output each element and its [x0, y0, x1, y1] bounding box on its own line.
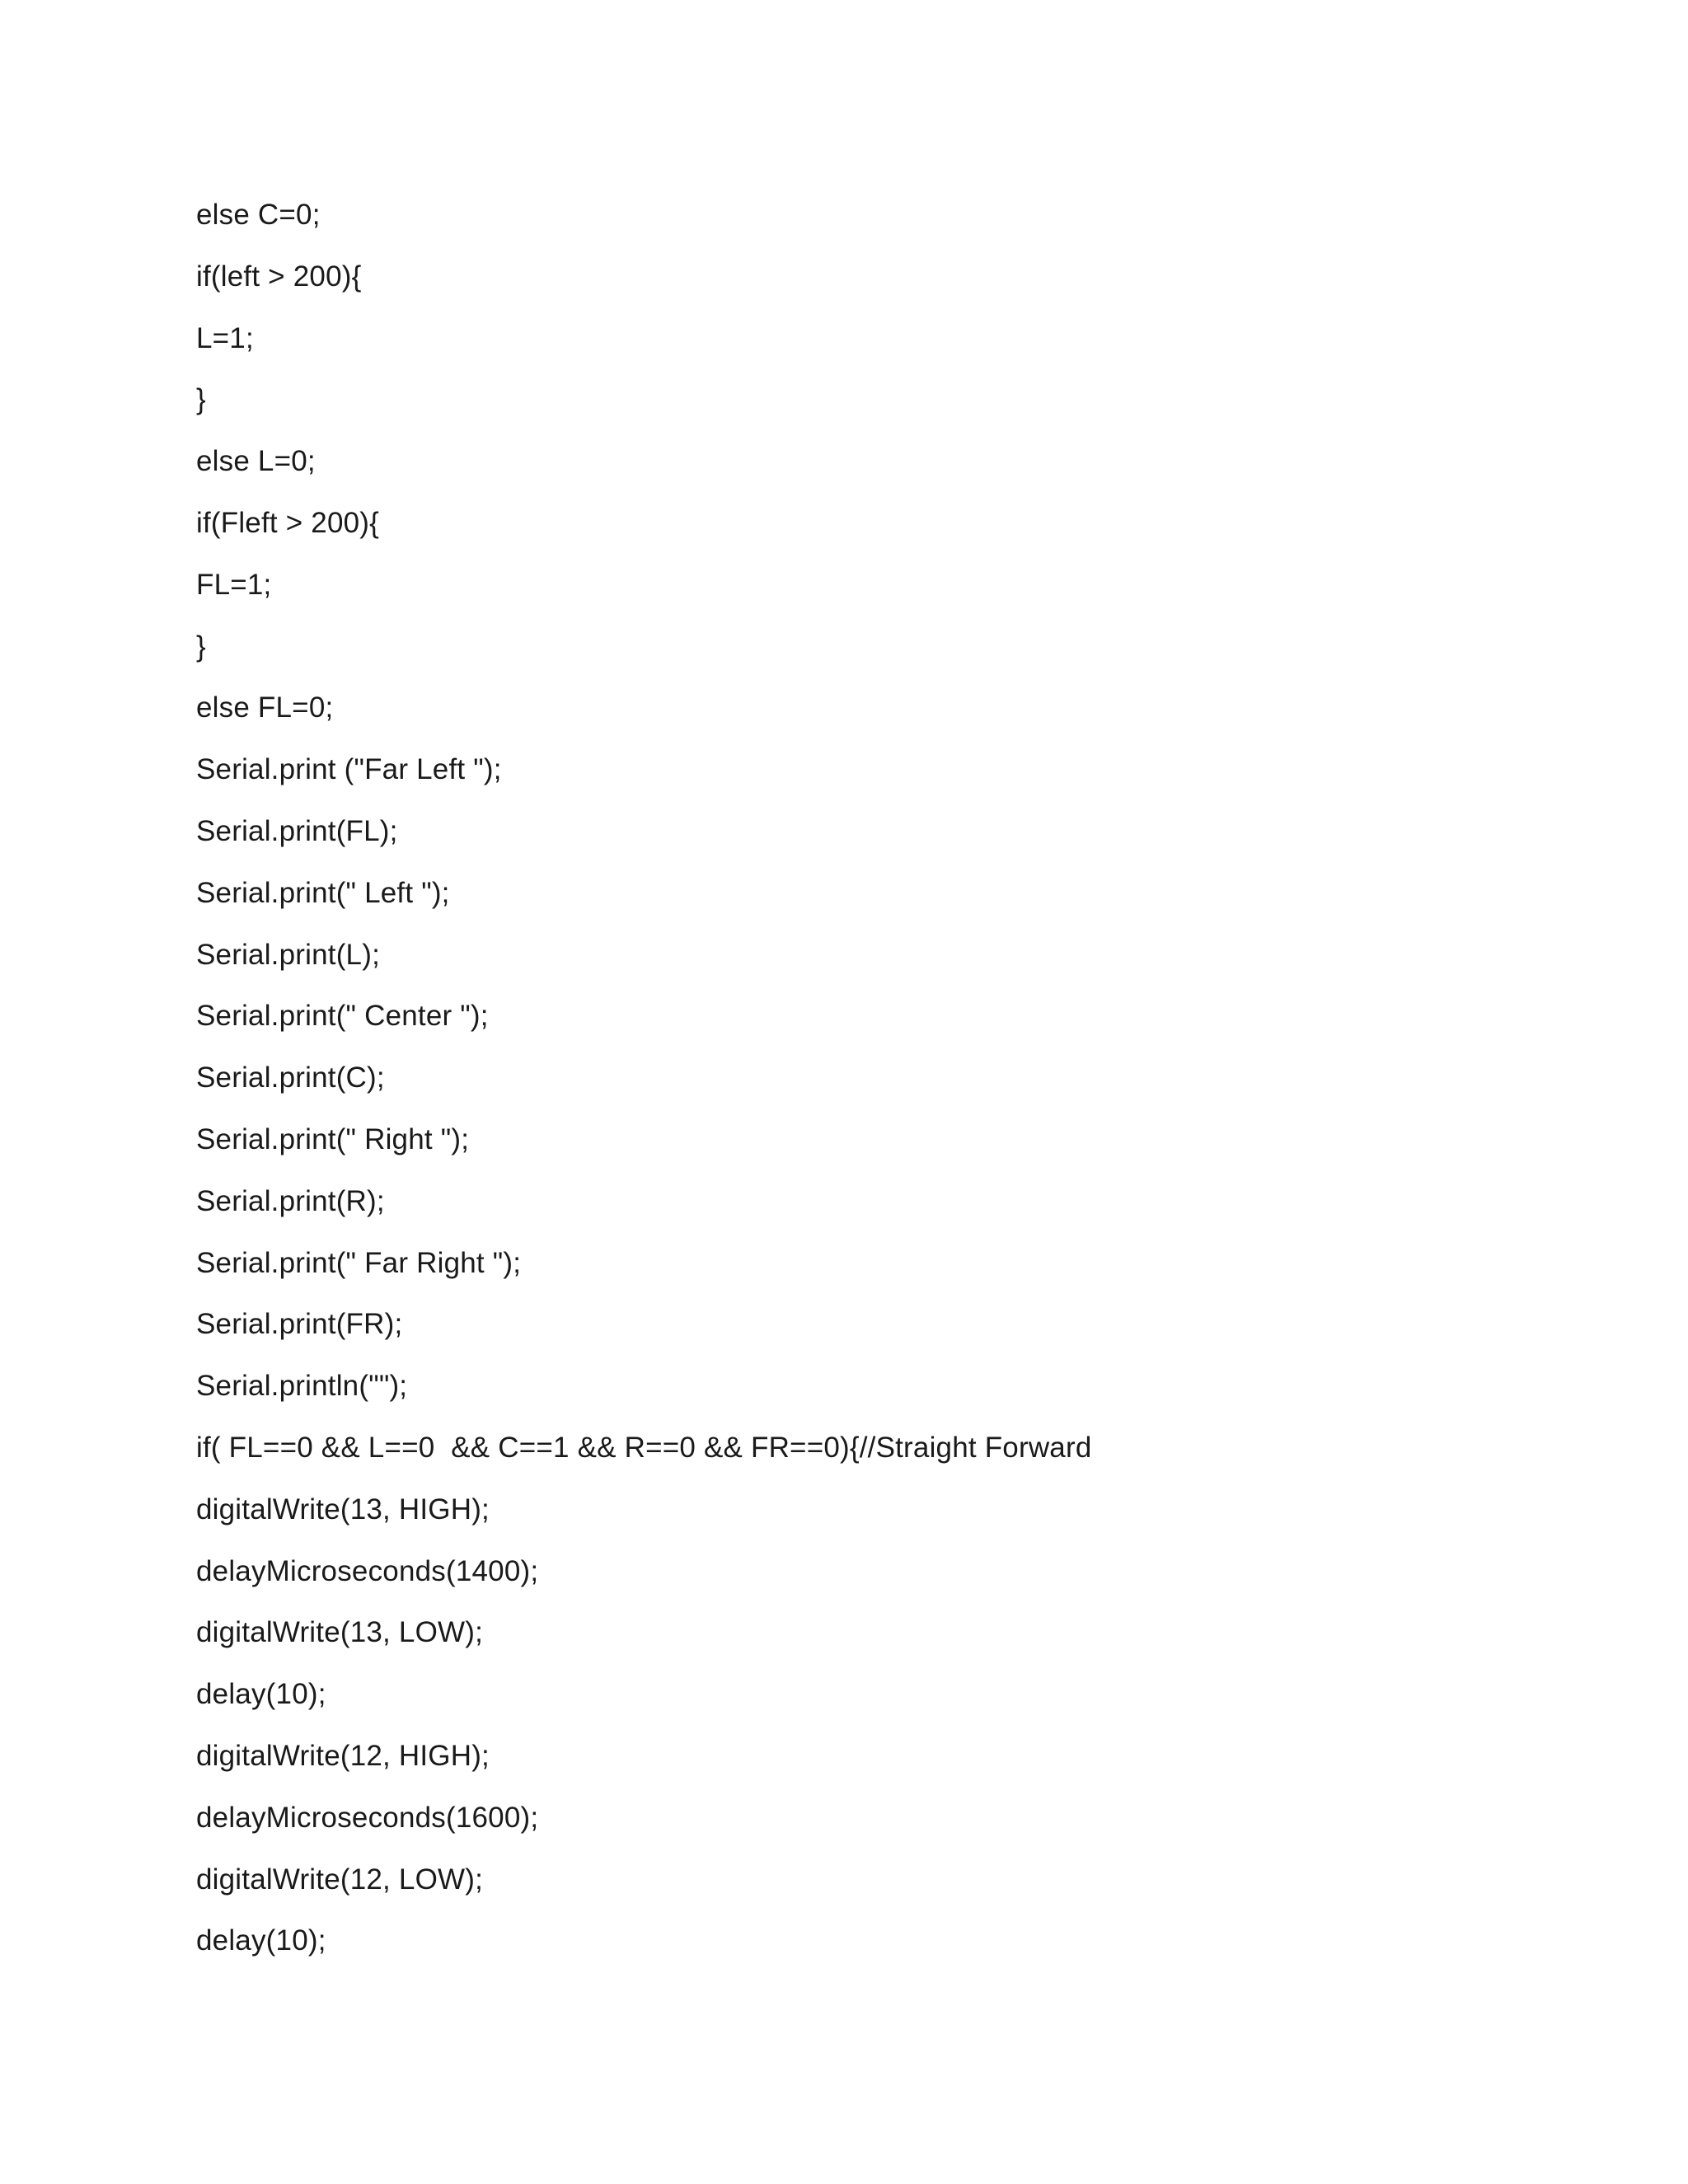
code-line: if(left > 200){: [196, 260, 362, 293]
code-line: Serial.print ("Far Left ");: [196, 753, 502, 786]
code-line: }: [196, 630, 206, 663]
code-line: else L=0;: [196, 445, 316, 478]
code-line: else C=0;: [196, 199, 321, 231]
code-line: Serial.print(" Center ");: [196, 1000, 489, 1033]
code-line: Serial.print(L);: [196, 938, 380, 971]
code-line: if(Fleft > 200){: [196, 506, 380, 539]
code-listing: [196, 194, 1092, 1982]
code-line: digitalWrite(13, HIGH);: [196, 1493, 490, 1526]
code-line: }: [196, 383, 206, 416]
code-line: L=1;: [196, 321, 254, 354]
code-line: digitalWrite(12, LOW);: [196, 1863, 484, 1896]
code-line: Serial.print(" Far Right ");: [196, 1246, 522, 1279]
code-line: if( FL==0 && L==0 && C==1 && R==0 && FR==0){//Straight Forward: [196, 1431, 1092, 1464]
code-line: Serial.print(" Left ");: [196, 876, 450, 909]
code-line: else FL=0;: [196, 691, 334, 724]
code-line: Serial.print(FL);: [196, 814, 398, 847]
code-line: Serial.print(R);: [196, 1184, 385, 1217]
code-line: delay(10);: [196, 1924, 326, 1957]
code-line: FL=1;: [196, 568, 272, 601]
code-line: Serial.print(" Right ");: [196, 1122, 470, 1155]
code-line: Serial.println("");: [196, 1370, 408, 1403]
code-line: Serial.print(FR);: [196, 1308, 403, 1341]
code-line: digitalWrite(12, HIGH);: [196, 1739, 490, 1772]
code-line: delayMicroseconds(1400);: [196, 1554, 539, 1587]
code-line: digitalWrite(13, LOW);: [196, 1616, 484, 1649]
code-line: delay(10);: [196, 1678, 326, 1711]
code-line: Serial.print(C);: [196, 1062, 385, 1094]
code-line: delayMicroseconds(1600);: [196, 1801, 539, 1834]
